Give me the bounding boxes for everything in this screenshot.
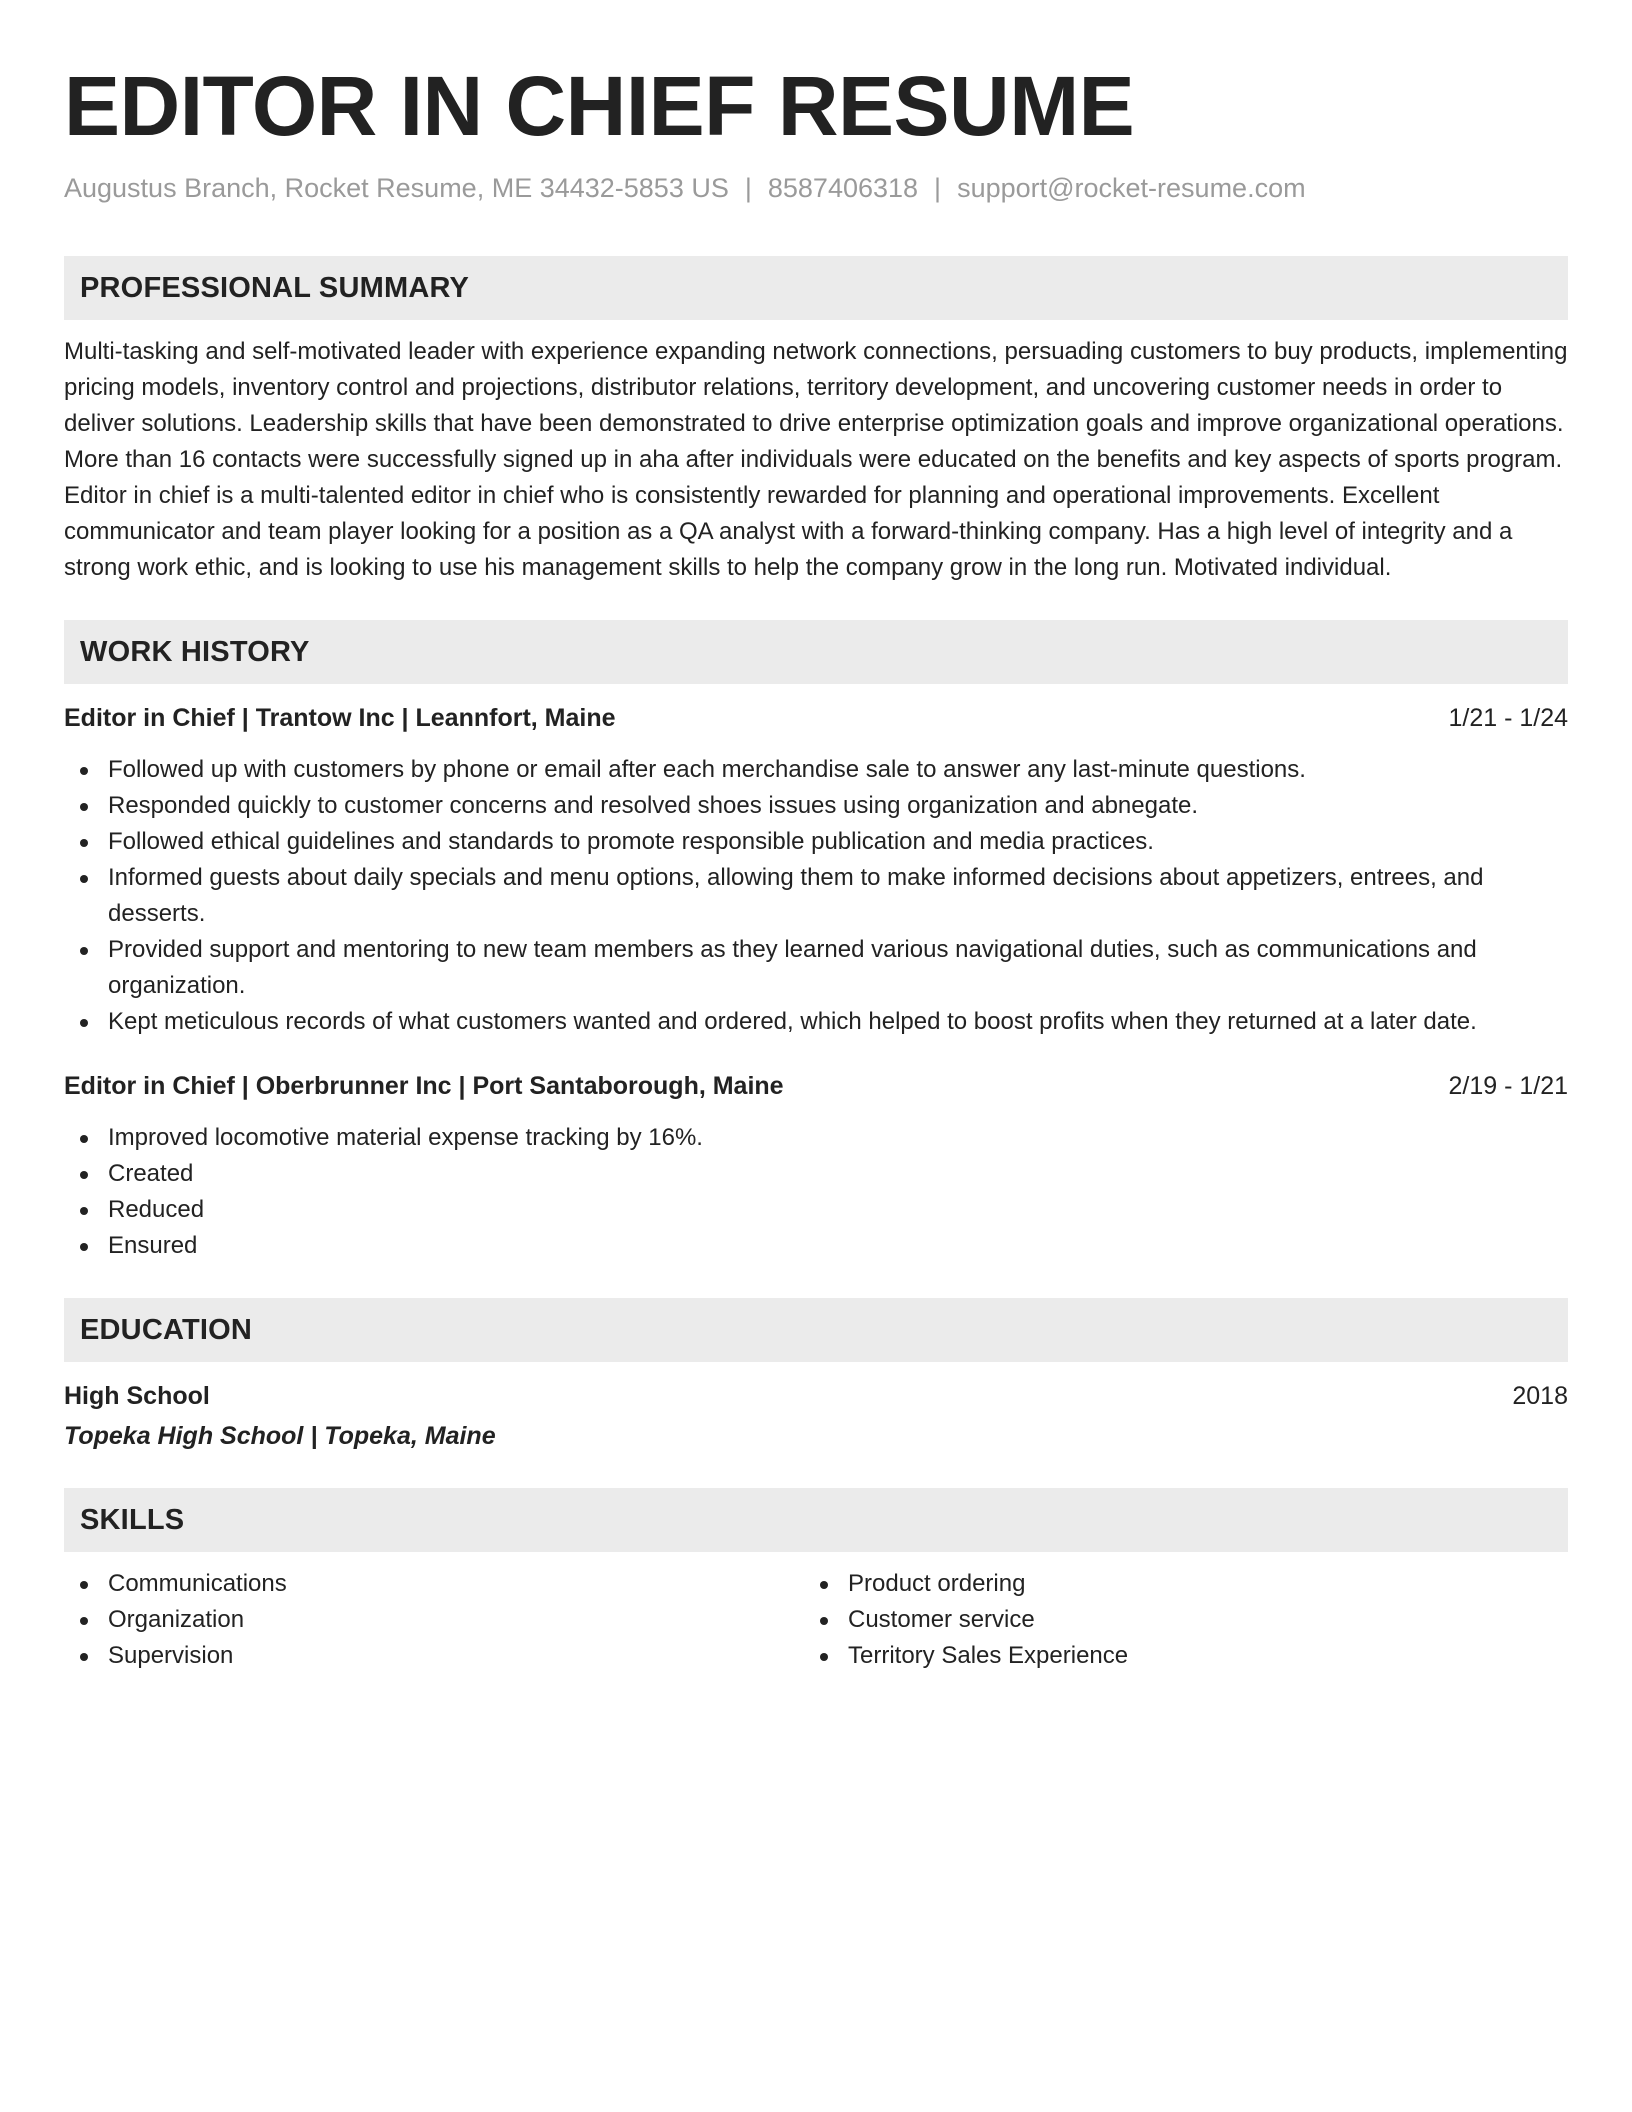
job-title: Editor in Chief | Oberbrunner Inc | Port Santaborough, Maine xyxy=(64,1072,784,1100)
list-item: Followed up with customers by phone or email after each merchandise sale to answer any last-minute questions. xyxy=(64,752,1568,788)
skill-item: Customer service xyxy=(804,1602,1544,1638)
skill-item: Territory Sales Experience xyxy=(804,1638,1544,1674)
job-entry xyxy=(64,1068,1568,1264)
job-bullet-list xyxy=(64,752,1568,1040)
education-degree: High School xyxy=(64,1382,210,1410)
list-item: Created xyxy=(64,1156,1568,1192)
contact-separator: | xyxy=(744,173,752,203)
section-header-skills: SKILLS xyxy=(64,1488,1568,1552)
skill-item: Product ordering xyxy=(804,1566,1544,1602)
skills-grid xyxy=(64,1566,1568,1674)
contact-address: Augustus Branch, Rocket Resume, ME 34432-5853 US xyxy=(64,173,729,203)
section-header-work-history: WORK HISTORY xyxy=(64,620,1568,684)
contact-email: support@rocket-resume.com xyxy=(957,173,1306,203)
section-header-summary: PROFESSIONAL SUMMARY xyxy=(64,256,1568,320)
skills-list-right xyxy=(804,1566,1544,1674)
job-title: Editor in Chief | Trantow Inc | Leannfort, Maine xyxy=(64,704,616,732)
list-item: Followed ethical guidelines and standards to promote responsible publication and media practices. xyxy=(64,824,1568,860)
list-item: Improved locomotive material expense tracking by 16%. xyxy=(64,1120,1568,1156)
contact-phone: 8587406318 xyxy=(767,173,919,203)
list-item: Responded quickly to customer concerns and resolved shoes issues using organization and abnegate. xyxy=(64,788,1568,824)
job-dates: 1/21 - 1/24 xyxy=(1448,704,1568,732)
education-school: Topeka High School | Topeka, Maine xyxy=(64,1422,496,1450)
list-item: Kept meticulous records of what customers wanted and ordered, which helped to boost profits when they returned at a later date. xyxy=(64,1004,1568,1040)
education-header xyxy=(64,1378,1568,1414)
section-header-education: EDUCATION xyxy=(64,1298,1568,1362)
skill-item: Organization xyxy=(64,1602,804,1638)
skill-item: Communications xyxy=(64,1566,804,1602)
job-dates: 2/19 - 1/21 xyxy=(1448,1072,1568,1100)
education-year: 2018 xyxy=(1512,1382,1568,1410)
job-entry xyxy=(64,700,1568,1040)
list-item: Reduced xyxy=(64,1192,1568,1228)
job-bullet-list xyxy=(64,1120,1568,1264)
contact-line xyxy=(64,170,1568,206)
list-item: Ensured xyxy=(64,1228,1568,1264)
summary-text: Multi-tasking and self-motivated leader with experience expanding network connections, persuading customers to buy products, implementing pricing models, inventory control and projections, distributor relations, territory development, and uncovering customer needs in order to deliver solutions. Leadership skills that have been demonstrated to drive enterprise optimization goals and improve organizational operations. More than 16 contacts were successfully signed up in aha after individuals were educated on the benefits and key aspects of sports program. Editor in chief is a multi-talented editor in chief who is consistently rewarded for planning and operational improvements. Excellent communicator and team player looking for a position as a QA analyst with a forward-thinking company. Has a high level of integrity and a strong work ethic, and is looking to use his management skills to help the company grow in the long run. Motivated individual. xyxy=(64,338,1568,581)
list-item: Informed guests about daily specials and menu options, allowing them to make informed decisions about appetizers, entrees, and desserts. xyxy=(64,860,1568,932)
skill-item: Supervision xyxy=(64,1638,804,1674)
contact-separator: | xyxy=(934,173,942,203)
list-item: Provided support and mentoring to new team members as they learned various navigational duties, such as communications and organization. xyxy=(64,932,1568,1004)
skills-list-left xyxy=(64,1566,804,1674)
job-header xyxy=(64,700,1568,736)
page-title: EDITOR IN CHIEF RESUME xyxy=(64,59,1135,153)
job-header xyxy=(64,1068,1568,1104)
